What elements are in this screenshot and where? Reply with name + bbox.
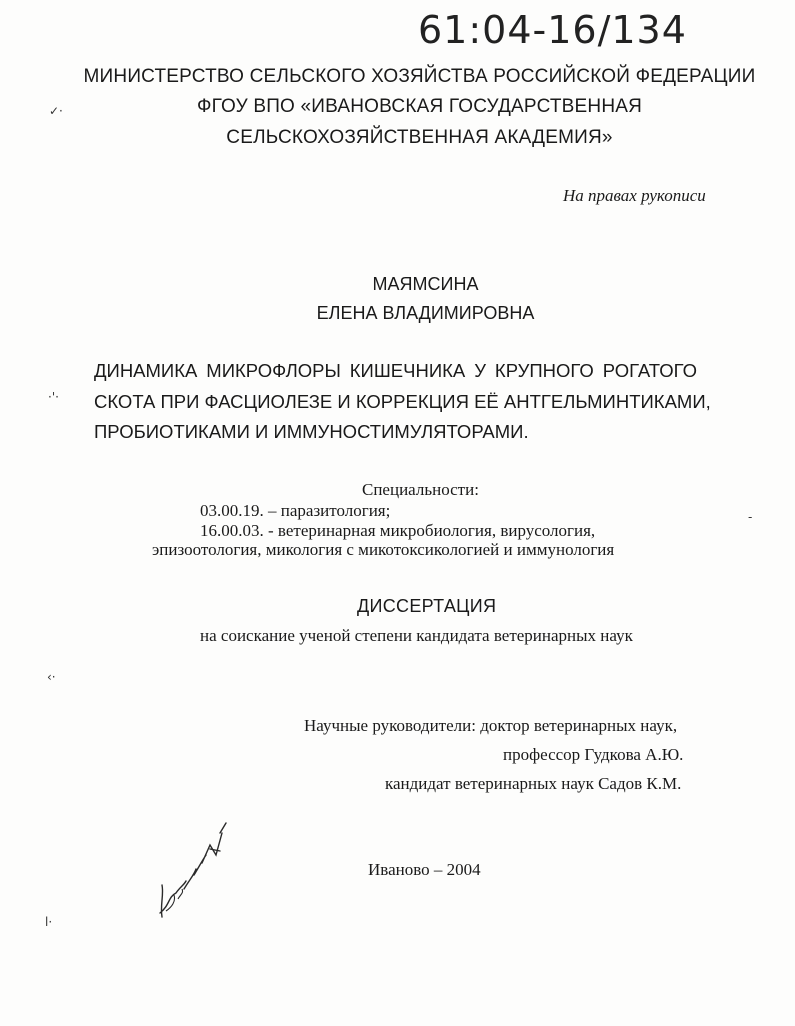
margin-mark: ‹· — [47, 670, 56, 684]
margin-mark: ·'· — [48, 390, 59, 404]
dissertation-label: ДИССЕРТАЦИЯ — [357, 596, 497, 616]
ministry-line: МИНИСТЕРСТВО СЕЛЬСКОГО ХОЗЯЙСТВА РОССИЙСКОЙ ФЕДЕРАЦИИ — [83, 66, 756, 87]
thesis-title-line-3: ПРОБИОТИКАМИ И ИММУНОСТИМУЛЯТОРАМИ. — [94, 421, 529, 442]
margin-mark: ✓· — [49, 104, 63, 118]
archive-stamp: 61:04-16/134 — [418, 8, 687, 52]
thesis-title-line-1: ДИНАМИКА МИКРОФЛОРЫ КИШЕЧНИКА У КРУПНОГО РОГАТОГО — [94, 360, 697, 381]
margin-mark: ⅼ· — [45, 915, 53, 929]
specialty-line-1: 03.00.19. – паразитология; — [200, 501, 391, 520]
supervisors-line-2: профессор Гудкова А.Ю. — [503, 745, 684, 764]
place-year: Иваново – 2004 — [368, 860, 481, 879]
supervisors-line-3: кандидат ветеринарных наук Садов К.М. — [385, 774, 682, 793]
dissertation-degree: на соискание ученой степени кандидата ветеринарных наук — [200, 626, 633, 645]
institution-line-1: ФГОУ ВПО «ИВАНОВСКАЯ ГОСУДАРСТВЕННАЯ — [196, 96, 643, 117]
thesis-title-line-2: СКОТА ПРИ ФАСЦИОЛЕЗЕ И КОРРЕКЦИЯ ЕЁ АНТГЕЛЬМИНТИКАМИ, — [94, 391, 711, 412]
specialties-heading: Специальности: — [362, 480, 479, 499]
specialty-line-3: эпизоотология, микология с микотоксикологией и иммунология — [152, 540, 615, 559]
author-surname: МАЯМСИНА — [372, 274, 479, 294]
specialty-line-2: 16.00.03. - ветеринарная микробиология, вирусология, — [200, 521, 596, 540]
manuscript-rights-note: На правах рукописи — [563, 186, 706, 205]
margin-mark: ‐ — [748, 510, 753, 524]
author-name: ЕЛЕНА ВЛАДИМИРОВНА — [316, 303, 535, 323]
handwritten-signature — [150, 815, 240, 925]
supervisors-line-1: Научные руководители: доктор ветеринарных наук, — [304, 716, 678, 735]
institution-line-2: СЕЛЬСКОХОЗЯЙСТВЕННАЯ АКАДЕМИЯ» — [226, 127, 613, 148]
